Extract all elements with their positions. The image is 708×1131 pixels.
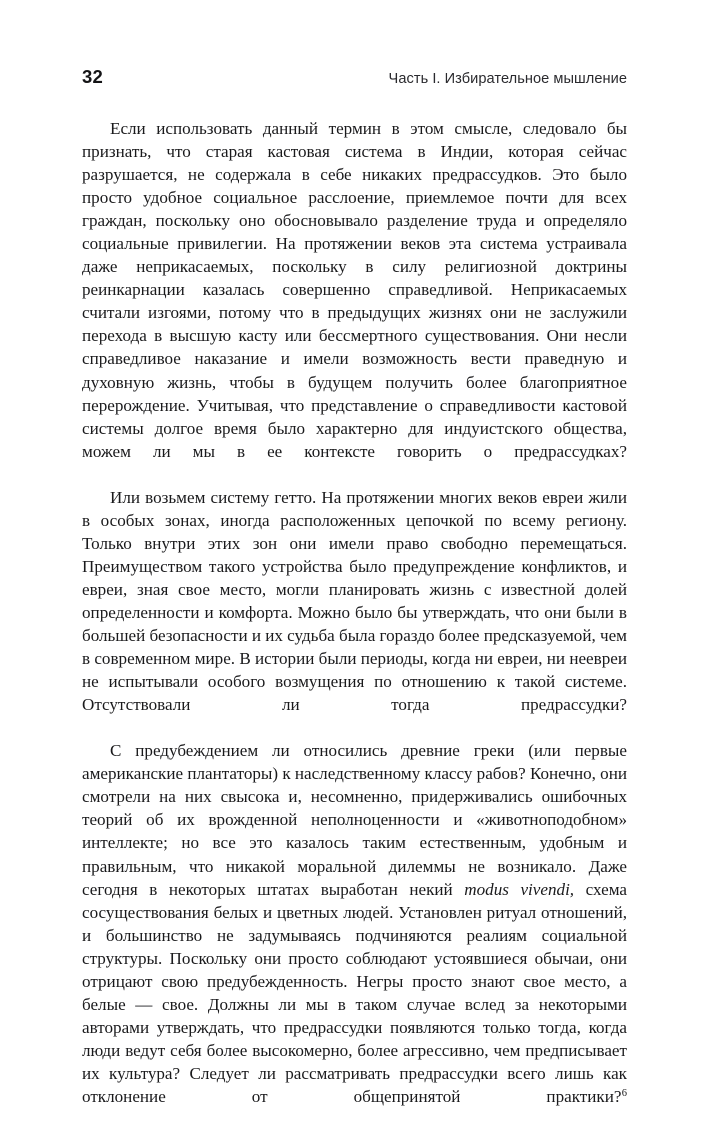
page-number: 32 xyxy=(82,66,103,87)
paragraph-1: Если использовать данный термин в этом смысле, следовало бы признать, что старая кастовая система в Индии, которая сейчас разрушается, не содержала в себе никаких предрассудков. Это было просто удобное социальное расслоение, приемлемое почти для всех граждан, поскольку оно обосновывало разделение труда и определяло социальные привилегии. На протяжении веков эта система устраивала даже неприкасаемых, поскольку в силу религиозной доктрины реинкарнации казалась совершенно справедливой. Неприкасаемых считали изгоями, потому что в предыдущих жизнях они не заслужили перехода в высшую касту или бессмертного существования. Они несли справедливое наказание и имели возможность вести праведную и духовную жизнь, чтобы в будущем получить более благоприятное перерождение. Учитывая, что представление о справедливости кастовой системы долгое время было характерно для индуистского общества, можем ли мы в ее контексте говорить о предрассудках? xyxy=(82,119,627,461)
body-text-column xyxy=(82,117,627,1131)
paragraph-3: С предубеждением ли относились древние греки (или первые американские плантаторы) к наследственному классу рабов? Конечно, они смотрели на них свысока и, несомненно, придерживались ошибочных теорий об их врожденной неполноценности и «животноподобном» интеллекте; но все это казалось таким естественным, удобным и правильным, что никакой моральной дилеммы не возникало. Даже сегодня в некоторых штатах выработан некий modus vivendi, схема сосуществования белых и цветных людей. Установлен ритуал отношений, и большинство не задумываясь подчиняются реалиям социальной структуры. Поскольку они просто соблюдают устоявшиеся обычаи, они отрицают свою предубежденность. Негры просто знают свое место, а белые — свое. Должны ли мы в таком случае вслед за некоторыми авторами утверждать, что предрассудки появляются только тогда, когда люди ведут себя более высокомерно, более агрессивно, чем предписывает их культура? Следует ли рассматривать предрассудки всего лишь как отклонение от общепринятой практики?$^6$ xyxy=(82,741,628,1106)
page-header xyxy=(82,68,627,94)
footnote-reference[interactable]: 6 xyxy=(621,1088,627,1100)
running-head: Часть I. Избирательное мышление xyxy=(388,71,627,87)
paragraph-2: Или возьмем систему гетто. На протяжении многих веков евреи жили в особых зонах, иногда расположенных цепочкой по всему региону. Только внутри этих зон они имели право свободно перемещаться. Преимуществом такого устройства было предупреждение конфликтов, и евреи, зная свое место, могли планировать жизнь с известной долей определенности и комфорта. Можно было бы утверждать, что они были в большей безопасности и их судьба была гораздо более предсказуемой, чем в современном мире. В истории были периоды, когда ни евреи, ни неевреи не испытывали особого возмущения по отношению к такой системе. Отсутствовали ли тогда предрассудки? xyxy=(82,487,627,715)
italic-latin-phrase: modus vivendi, xyxy=(464,879,575,899)
